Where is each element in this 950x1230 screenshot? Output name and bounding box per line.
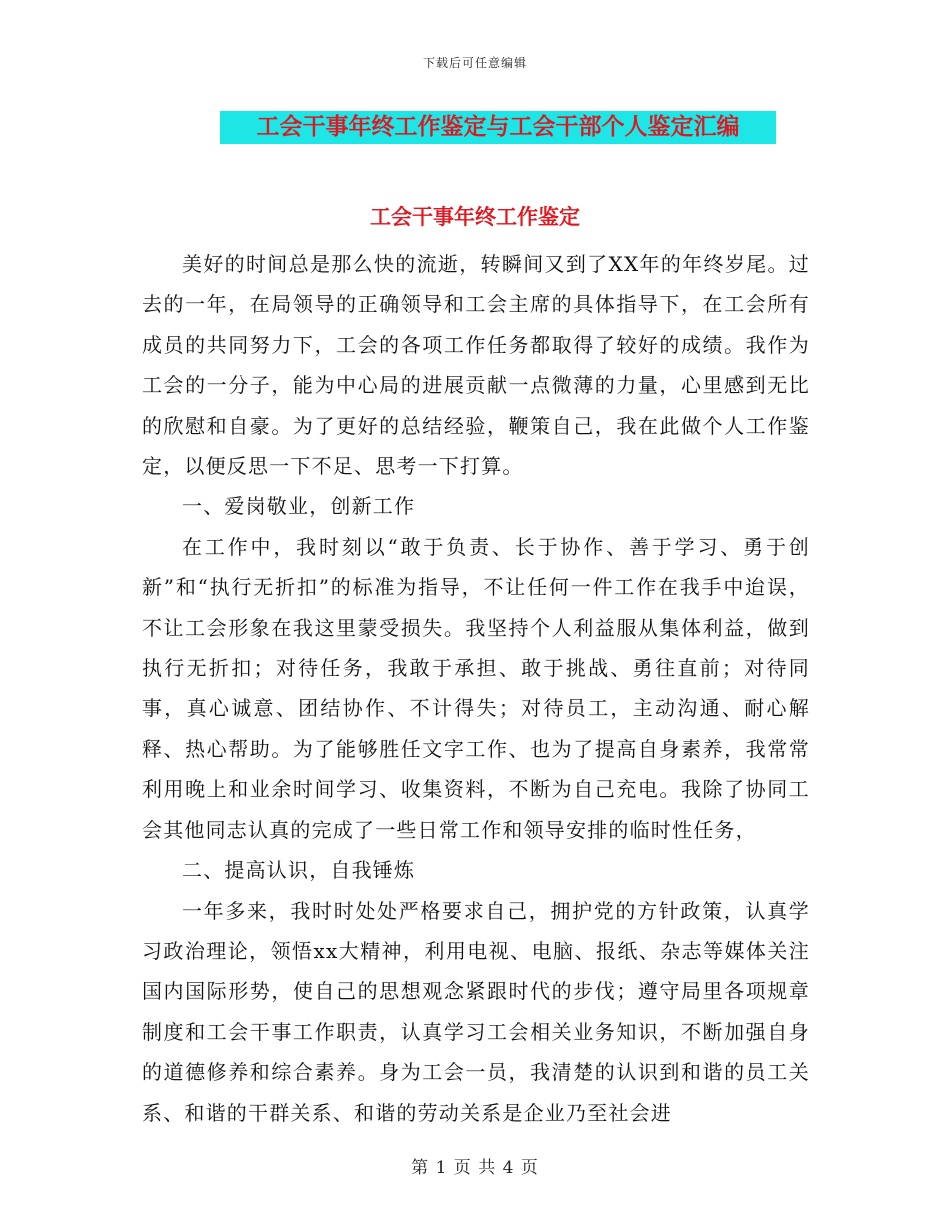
heading-two: 二、提高认识，自我锤炼 [182,858,416,883]
section-title: 工会干事年终工作鉴定 [370,205,580,229]
header-note: 下载后可任意编辑 [422,56,527,70]
document-title-highlight [220,111,776,144]
paragraph-two: 一年多来，我时时处处严格要求自己，拥护党的方针政策，认真学习政治理论，领悟xx大精神，利用电视、电脑、报纸、杂志等媒体关注国内国际形势，使自己的思想观念紧跟时代的步伐；遵守局里各项规章制度和工会干事工作职责，认真学习工会相关业务知识，不断加强自身的道德修养和综合素养。身为工会一员，我清楚的认识到和谐的员工关系、和谐的干群关系、和谐的劳动关系是企业乃至社会进 [142,898,810,1125]
page-number: 第 1 页 共 4 页 [411,1158,539,1178]
document-body [142,244,810,1133]
heading-one: 一、爱岗敬业，创新工作 [182,494,416,519]
paragraph-one: 在工作中，我时刻以“敢于负责、长于协作、善于学习、勇于创新”和“执行无折扣”的标准为指导，不让任何一件工作在我手中迨误，不让工会形象在我这里蒙受损失。我坚持个人利益服从集体利益，做到执行无折扣；对待任务，我敢于承担、敢于挑战、勇往直前；对待同事，真心诚意、团结协作、不计得失；对待员工，主动沟通、耐心解释、热心帮助。为了能够胜任文字工作、也为了提高自身素养，我常常利用晚上和业余时间学习、收集资料，不断为自己充电。我除了协同工会其他同志认真的完成了一些日常工作和领导安排的临时性任务， [142,534,810,842]
paragraph-intro: 美好的时间总是那么快的流逝，转瞬间又到了XX年的年终岁尾。过去的一年，在局领导的正确领导和工会主席的具体指导下，在工会所有成员的共同努力下，工会的各项工作任务都取得了较好的成绩。我作为工会的一分子，能为中心局的进展贡献一点微薄的力量，心里感到无比的欣慰和自豪。为了更好的总结经验，鞭策自己，我在此做个人工作鉴定，以便反思一下不足、思考一下打算。 [142,252,810,479]
document-title: 工会干事年终工作鉴定与工会干部个人鉴定汇编 [256,114,740,140]
